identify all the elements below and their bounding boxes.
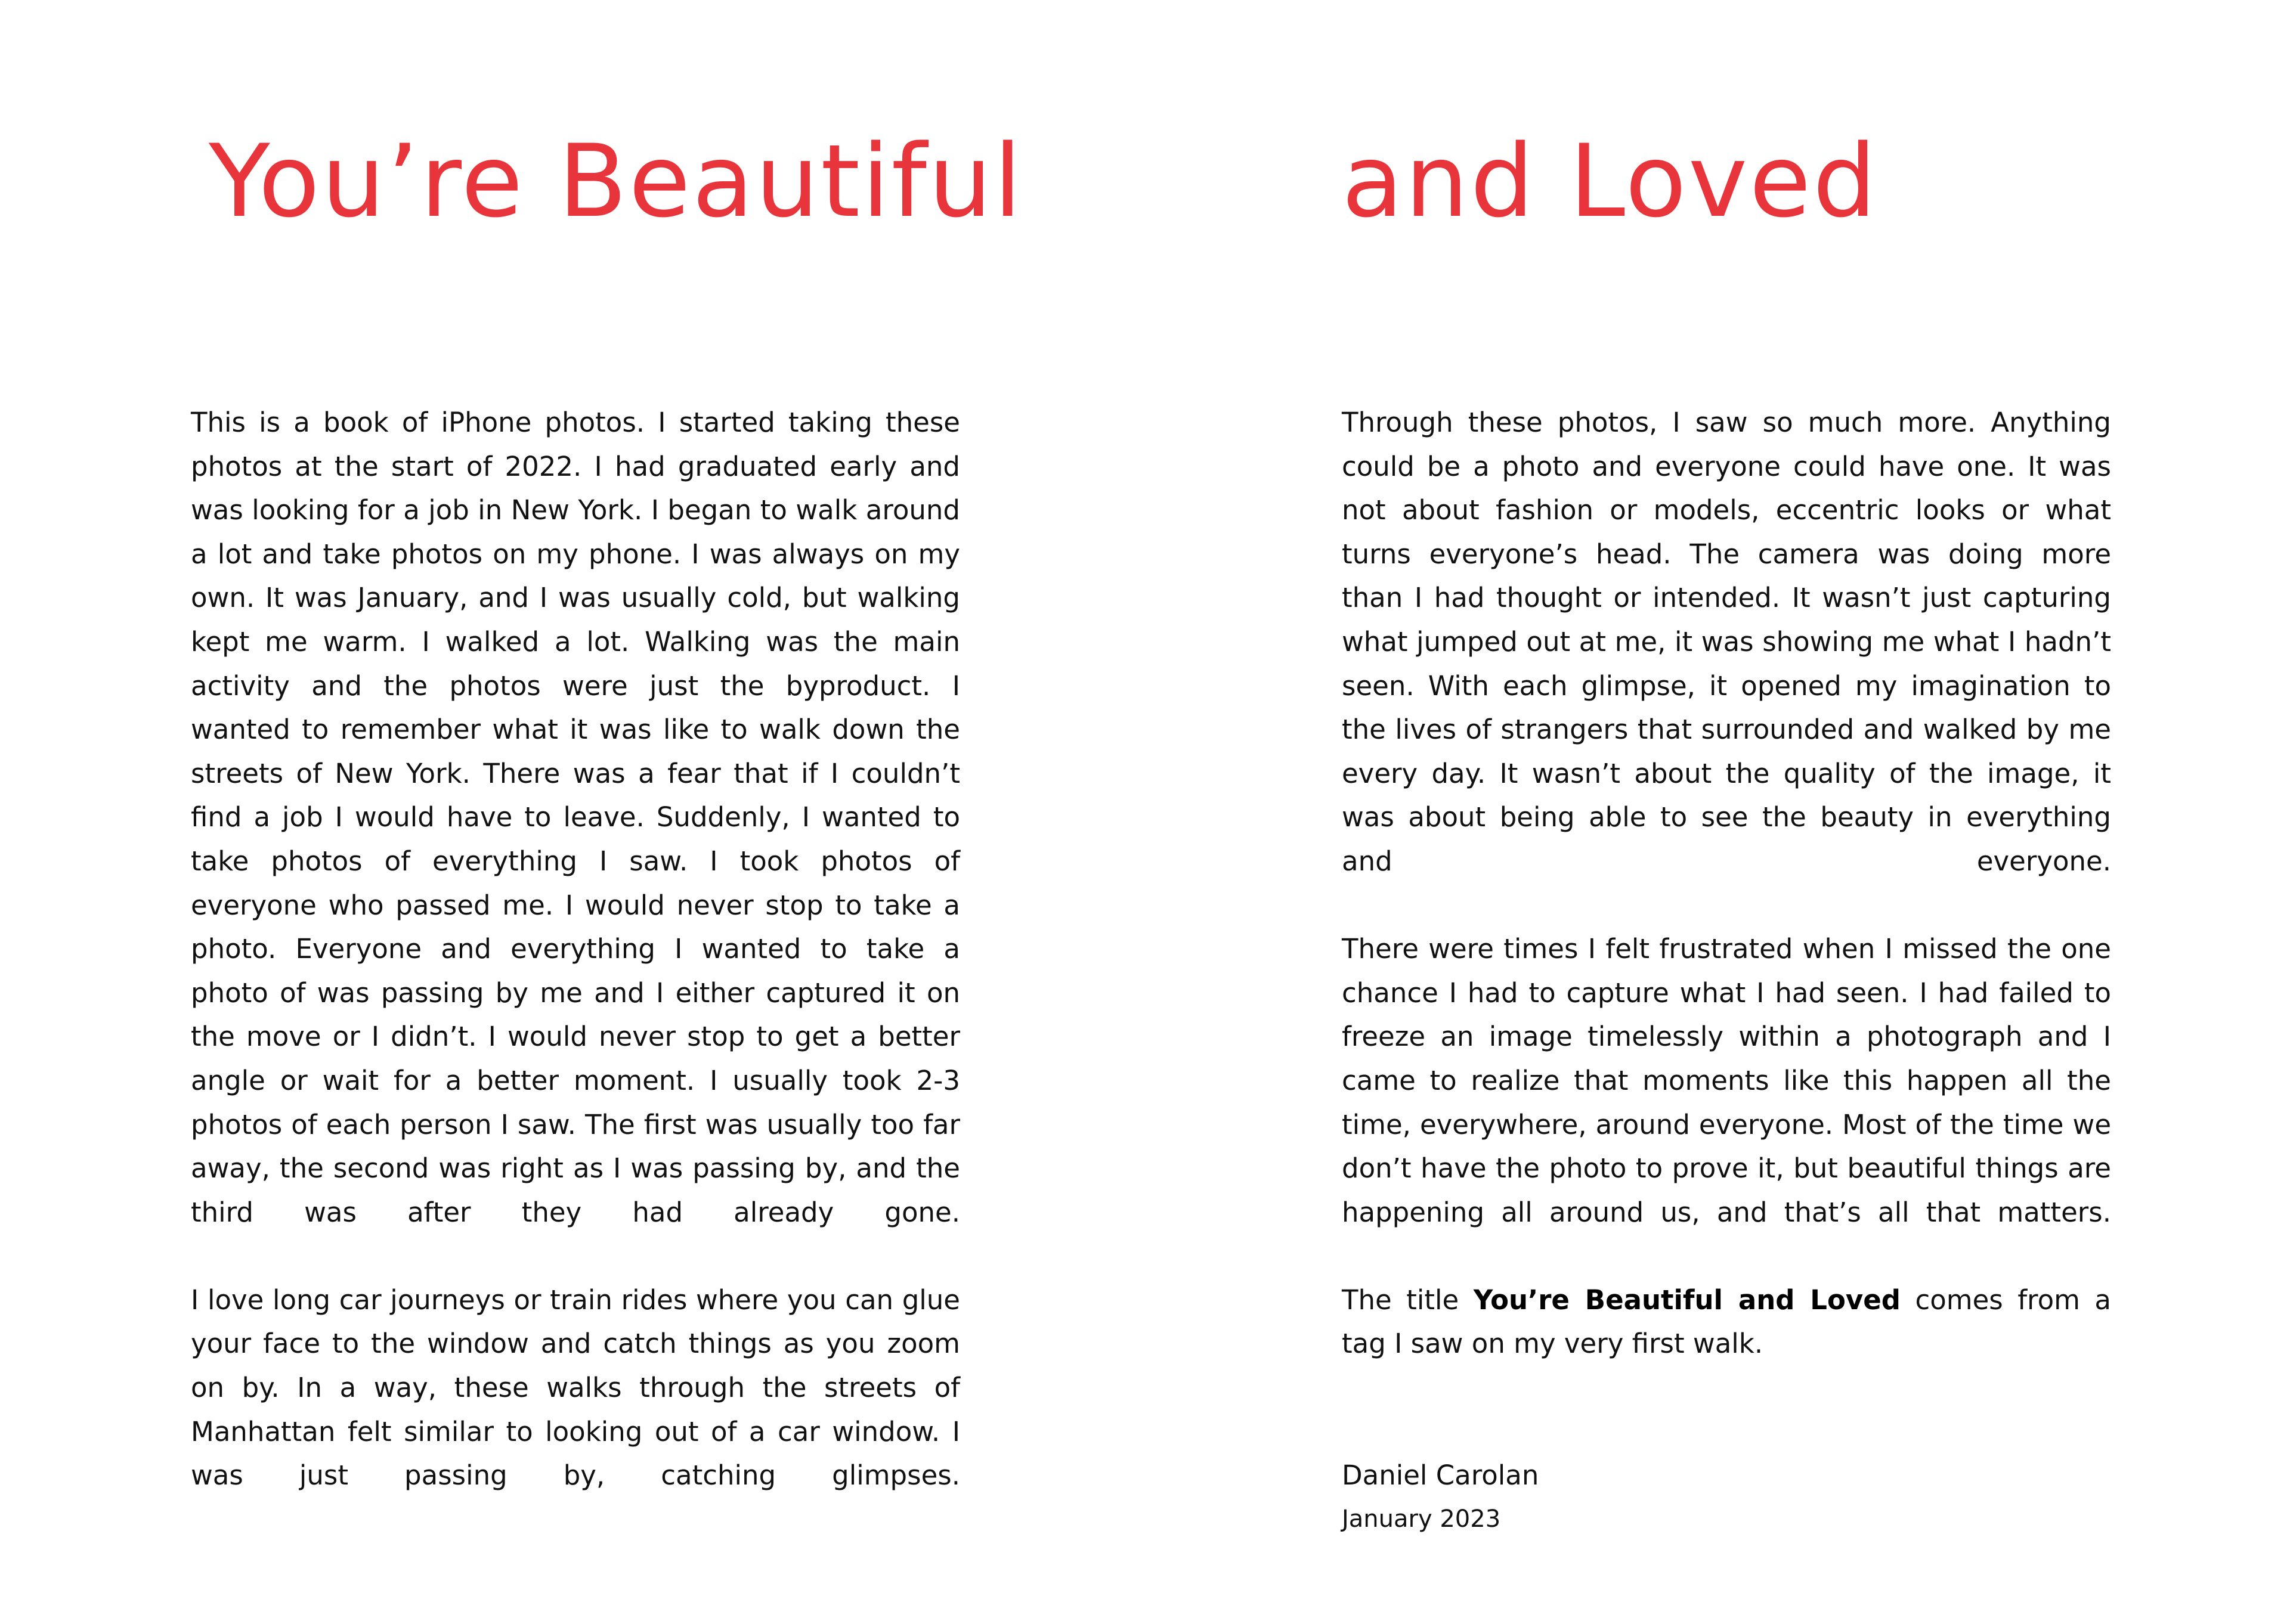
left-text-column xyxy=(191,401,960,1498)
seeing-more-paragraph: Through these photos, I saw so much more. Anything could be a photo and everyone could have one. It was not about fashion or models, eccentric looks or what turns everyone’s head. The camera was doing more than I had thought or intended. It wasn’t just capturing what jumped out at me, it was showing me what I hadn’t seen. With each glimpse, it opened my imagination to the lives of strangers that surrounded and walked by me every day. It wasn’t about the quality of the image, it was about being able to see the beauty in everything and everyone. xyxy=(1342,407,2111,877)
frustration-paragraph: There were times I felt frustrated when I missed the one chance I had to capture what I had seen. I had failed to freeze an image timelessly within a photograph and I came to realize that moments like this happen all the time, everywhere, around everyone. Most of the time we don’t have the photo to prove it, but beautiful things are happening all around us, and that’s all that matters. xyxy=(1342,933,2111,1228)
signature-date: January 2023 xyxy=(1342,1505,1501,1533)
car-journey-paragraph: I love long car journeys or train rides where you can glue your face to the window and catch things as you zoom on by. In a way, these walks through the streets of Manhattan felt similar to looking out of a car window. I was just passing by, catching glimpses. xyxy=(191,1284,960,1492)
title-left: You’re Beautiful xyxy=(209,123,1023,240)
book-title-bold: You’re Beautiful and Loved xyxy=(1473,1284,1901,1316)
title-origin-suffix: comes from a tag I saw on my very first walk. xyxy=(1342,1284,2112,1360)
right-page xyxy=(1145,0,2290,1624)
signature xyxy=(1342,1453,2111,1541)
author-name: Daniel Carolan xyxy=(1342,1459,1539,1492)
title-origin-prefix: The title xyxy=(1342,1284,1474,1316)
title-right: and Loved xyxy=(1342,123,1879,240)
title-origin-paragraph xyxy=(1342,1278,2111,1366)
intro-paragraph: This is a book of iPhone photos. I started taking these photos at the start of 2022. I had graduated early and was looking for a job in New York. I began to walk around a lot and take photos on my phone. I was always on my own. It was January, and I was usually cold, but walking kept me warm. I walked a lot. Walking was the main activity and the photos were just the byproduct. I wanted to remember what it was like to walk down the streets of New York. There was a fear that if I couldn’t find a job I would have to leave. Suddenly, I wanted to take photos of everything I saw. I took photos of everyone who passed me. I would never stop to take a photo. Everyone and everything I wanted to take a photo of was passing by me and I either captured it on the move or I didn’t. I would never stop to get a better angle or wait for a better moment. I usually took 2-3 photos of each person I saw. The first was usually too far away, the second was right as I was passing by, and the third was after they had already gone. xyxy=(191,407,960,1228)
right-text-column xyxy=(1342,401,2111,1541)
